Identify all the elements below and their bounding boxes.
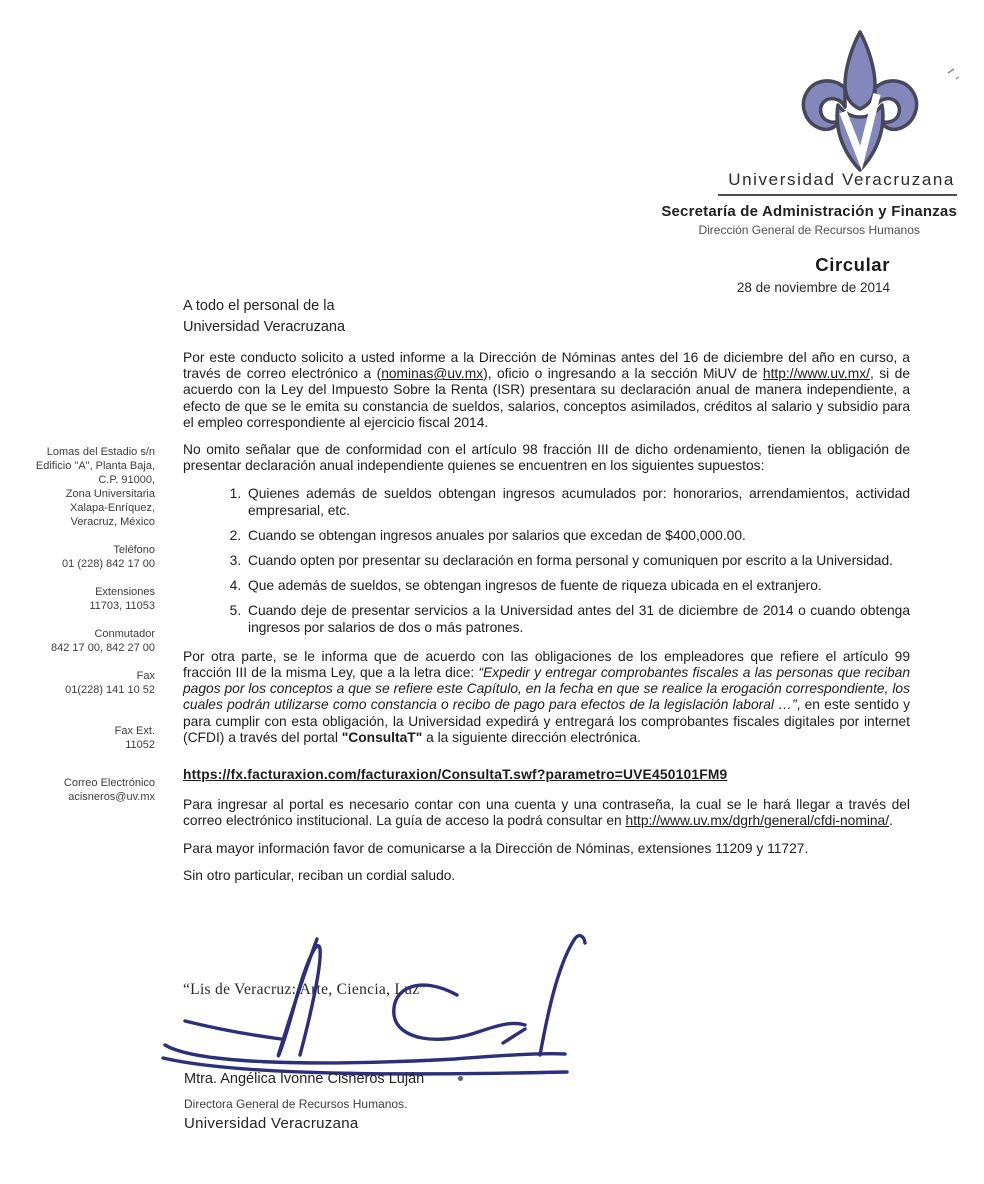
list-item: 5. Cuando deje de presentar servicios a la Universidad antes del 31 de diciembre de 2014 o cuando obtenga ingresos por salarios de dos o más patrones. <box>245 603 910 635</box>
email-block <box>0 776 155 804</box>
fax-block <box>0 669 155 697</box>
university-name: Universidad Veracruzana <box>718 170 957 196</box>
letter-body <box>183 350 910 895</box>
contact-label: Extensiones <box>95 586 155 598</box>
scan-speck <box>946 68 962 82</box>
contact-label: Teléfono <box>113 544 155 556</box>
address-line: Lomas del Estadio s/n <box>46 446 155 458</box>
recipient-block <box>183 296 345 338</box>
contact-sidebar <box>0 445 155 804</box>
address-line: Xalapa-Enríquez, <box>70 502 155 514</box>
uv-fleur-de-lis-logo <box>798 28 922 174</box>
university-motto: “Lis de Veracruz: Arte, Ciencia, Luz” <box>183 981 427 998</box>
direction-name: Dirección General de Recursos Humanos <box>698 223 920 237</box>
text-segment: . <box>889 813 893 829</box>
fax-ext-block <box>0 724 155 752</box>
list-item: 2. Cuando se obtengan ingresos anuales por salarios que excedan de $400,000.00. <box>245 528 910 544</box>
contact-label: Fax <box>136 670 155 682</box>
list-item: 4. Que además de sueldos, se obtengan ingresos de fuente de riqueza ubicada en el extranjero. <box>245 578 910 594</box>
text-segment: “Expedir y entregar comprobantes fiscales a las personas que reciban pagos por los conceptos a que se refiere este Capítulo, en la fecha en que se realice la erogación correspondiente, los cuales podrán utilizarse como constancia o recibo de pago para efectos de la legislación laboral …” <box>183 665 910 713</box>
handwritten-signature <box>155 925 600 1080</box>
signer-name: Mtra. Angélica Ivonne Cisneros Luján <box>184 1071 425 1087</box>
document-type: Circular <box>815 254 890 275</box>
list-item: 1. Quienes además de sueldos obtengan ingresos acumulados por: honorarios, arrendamientos, actividad empresarial, etc. <box>245 486 910 518</box>
document-heading <box>737 254 890 295</box>
contact-value: 11052 <box>125 739 155 751</box>
text-segment: a la siguiente dirección electrónica. <box>422 729 641 745</box>
text-segment: , en este sentido y para cumplir con esta obligación, la Universidad expedirá y entregará los comprobantes fiscales digitales por internet (CFDI) a través del portal <box>183 697 910 745</box>
contact-label: Conmutador <box>94 628 155 640</box>
text-segment: Por este conducto solicito a usted informe a la Dirección de Nóminas antes del 16 de diciembre del año en curso, a través de correo electrónico a ( <box>183 350 910 382</box>
hyperlink[interactable]: http://www.uv.mx/dgrh/general/cfdi-nomina/ <box>625 813 890 829</box>
ink-speck <box>458 1076 463 1081</box>
text-segment: , si de acuerdo con la Ley del Impuesto Sobre la Renta (ISR) presentara su declaración anual de manera independiente, a efecto de que se le emita su constancia de sueldos, salarios, conceptos asimilados, créditos al salario y subsidio para el empleo correspondiente al ejercicio fiscal 2014. <box>183 366 910 430</box>
hyperlink[interactable]: http://www.uv.mx/ <box>762 366 870 382</box>
address-line: C.P. 91000, <box>98 474 155 486</box>
paragraph-cfdi <box>183 649 910 746</box>
text-segment: Para ingresar al portal es necesario contar con una cuenta y una contraseña, la cual se le hará llegar a través del correo electrónico institucional. La guía de acceso la podrá consultar en <box>183 797 910 829</box>
paragraph-obligation: No omito señalar que de conformidad con el artículo 98 fracción III de dicho ordenamiento, tienen la obligación de presentar declaración anual independiente quienes se encuentren en los siguientes supuestos: <box>183 442 910 474</box>
text-segment: ), oficio o ingresando a la sección MiUV de <box>483 366 763 382</box>
address-line: Edificio "A", Planta Baja, <box>35 460 155 472</box>
contact-value: 01(228) 141 10 52 <box>65 684 155 696</box>
address-block <box>0 445 155 529</box>
contact-value[interactable]: acisneros@uv.mx <box>68 791 155 803</box>
address-line: Veracruz, México <box>70 516 155 528</box>
contact-value: 01 (228) 842 17 00 <box>62 558 155 570</box>
contact-label: Correo Electrónico <box>63 777 155 789</box>
text-segment: "ConsultaT" <box>341 729 423 745</box>
contact-value: 842 17 00, 842 27 00 <box>51 642 155 654</box>
paragraph-closing: Sin otro particular, reciban un cordial saludo. <box>183 867 456 883</box>
text-segment: Por otra parte, se le informa que de acuerdo con las obligaciones de los empleadores que refiere el artículo 99 fracción III de la misma Ley, que a la letra dice: <box>183 648 910 681</box>
letterhead <box>661 170 957 237</box>
conditions-list <box>183 486 910 635</box>
address-line: Zona Universitaria <box>65 488 155 500</box>
document-date: 28 de noviembre de 2014 <box>736 280 890 295</box>
list-item: 3. Cuando opten por presentar su declaración en forma personal y comuniquen por escrito a la Universidad. <box>245 553 910 569</box>
signer-title: Directora General de Recursos Humanos. <box>184 1097 408 1111</box>
phone-block <box>0 543 155 571</box>
paragraph-intro <box>183 350 910 431</box>
recipient-line: A todo el personal de la <box>183 298 335 314</box>
recipient-line: Universidad Veracruzana <box>183 319 346 335</box>
contact-label: Fax Ext. <box>114 725 155 737</box>
paragraph-access <box>183 797 910 829</box>
secretariat-name: Secretaría de Administración y Finanzas <box>661 203 957 220</box>
switchboard-block <box>0 627 155 655</box>
extensions-block <box>0 585 155 613</box>
portal-url-link[interactable]: https://fx.facturaxion.com/facturaxion/ConsultaT.swf?parametro=UVE450101FM9 <box>183 767 728 783</box>
hyperlink[interactable]: nominas@uv.mx <box>381 366 484 382</box>
contact-value: 11703, 11053 <box>89 600 155 612</box>
paragraph-more-info: Para mayor información favor de comunicarse a la Dirección de Nóminas, extensiones 11209 y 11727. <box>183 840 809 856</box>
signer-organization: Universidad Veracruzana <box>184 1115 359 1132</box>
